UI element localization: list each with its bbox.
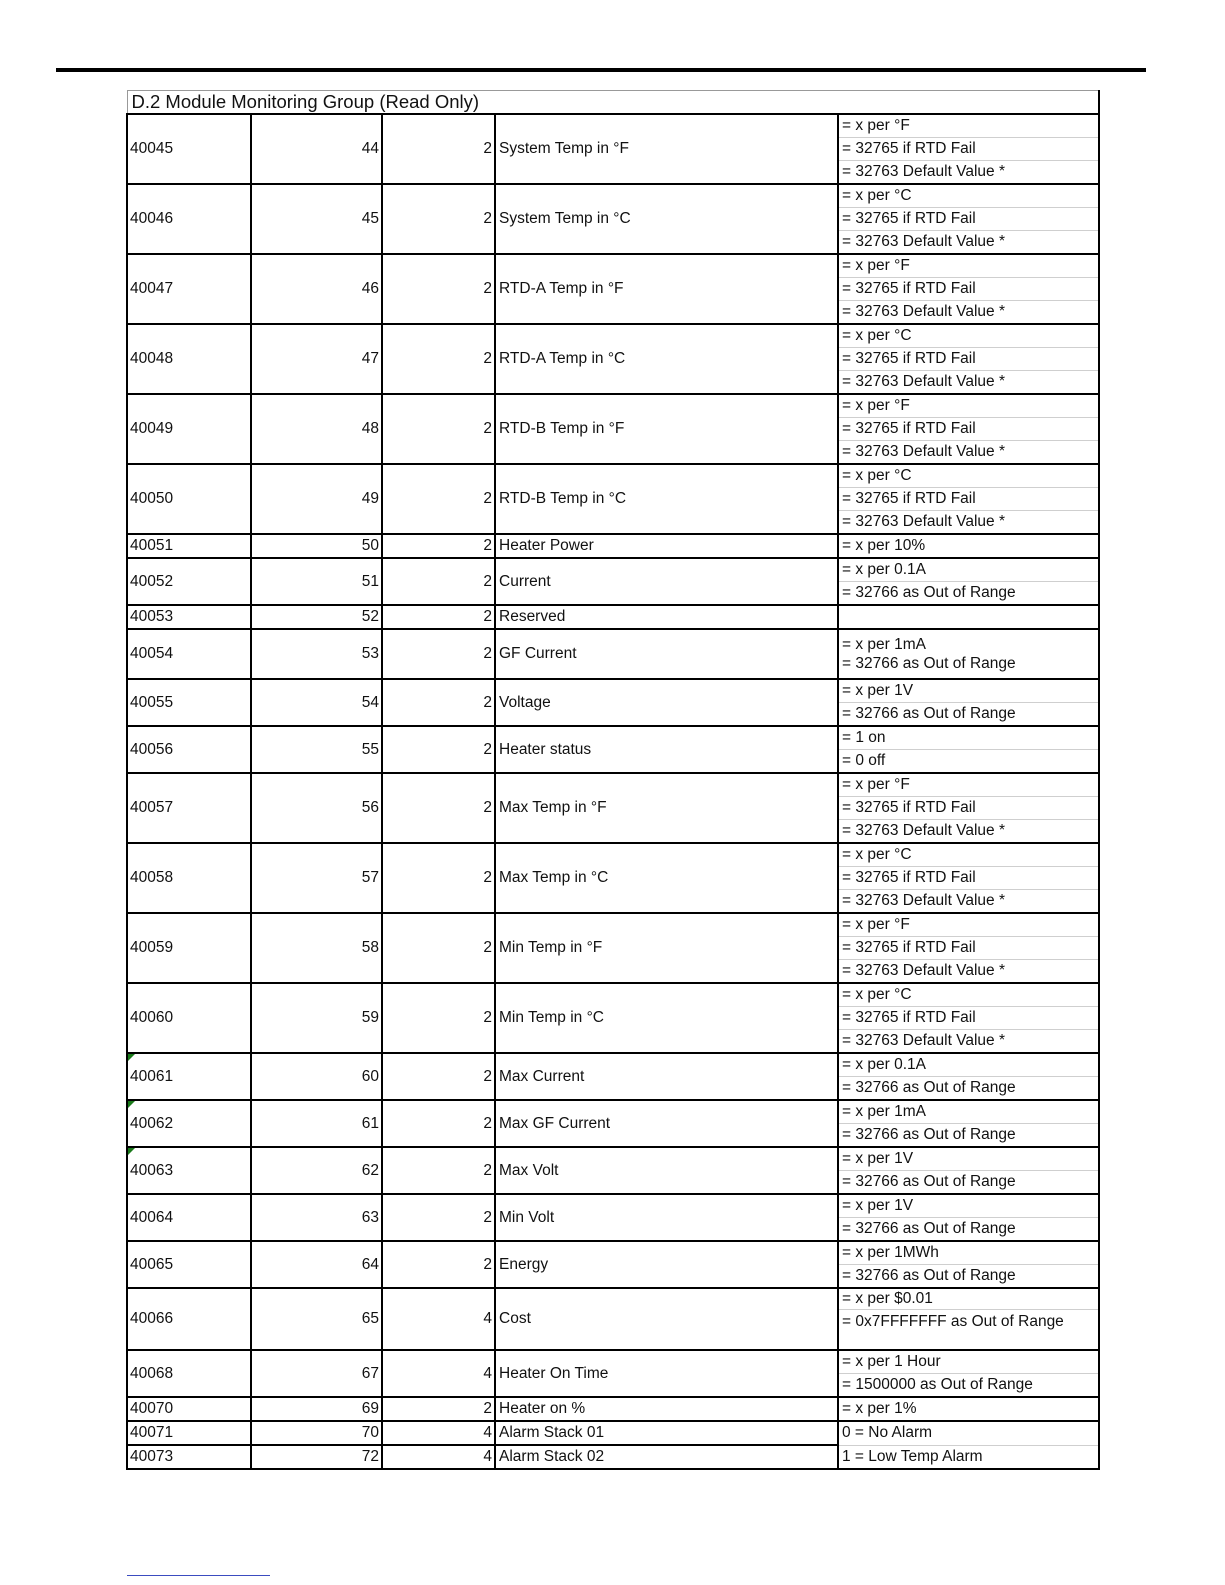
description-line: = 32765 if RTD Fail	[839, 937, 1098, 960]
register-name: Min Volt	[495, 1194, 838, 1241]
register-name: Reserved	[495, 605, 838, 629]
description-line: = 32766 as Out of Range	[842, 1220, 1016, 1237]
register-description	[838, 983, 1099, 1053]
register-description	[838, 679, 1099, 726]
description-line: = x per 0.1A	[839, 1054, 1098, 1077]
register-index: 56	[251, 773, 382, 843]
register-index: 72	[251, 1445, 382, 1469]
register-index: 61	[251, 1100, 382, 1147]
description-lines	[839, 1101, 1098, 1146]
table-row	[127, 254, 1099, 324]
register-description	[838, 324, 1099, 394]
description-line: = 1500000 as Out of Range	[842, 1376, 1033, 1393]
register-index: 51	[251, 558, 382, 605]
register-size: 2	[382, 913, 495, 983]
register-description	[838, 394, 1099, 464]
description-lines	[839, 914, 1098, 982]
table-row	[127, 629, 1099, 679]
register-description	[838, 1421, 1099, 1469]
table-row	[127, 983, 1099, 1053]
description-line: = x per °C	[839, 185, 1098, 208]
table-row	[127, 605, 1099, 629]
description-line: = 32765 if RTD Fail	[839, 138, 1098, 161]
register-address: 40046	[127, 184, 251, 254]
register-name: Max Temp in °C	[495, 843, 838, 913]
register-size: 2	[382, 324, 495, 394]
register-index: 64	[251, 1241, 382, 1288]
register-size: 2	[382, 679, 495, 726]
description-line: = 32763 Default Value *	[842, 233, 1006, 250]
register-index: 49	[251, 464, 382, 534]
description-line: = 32763 Default Value *	[842, 1032, 1006, 1049]
register-size: 4	[382, 1421, 495, 1445]
description-line: = x per 1V	[839, 680, 1098, 703]
description-line: = 32763 Default Value *	[842, 962, 1006, 979]
description-line: = x per 1mA = 32766 as Out of Range	[842, 636, 1016, 672]
register-description	[838, 726, 1099, 773]
register-address: 40063	[127, 1147, 251, 1194]
description-lines	[839, 465, 1098, 533]
description-line: = x per 1mA	[839, 1101, 1098, 1124]
description-lines	[839, 844, 1098, 912]
register-size: 2	[382, 629, 495, 679]
register-index: 70	[251, 1421, 382, 1445]
description-lines	[839, 185, 1098, 253]
register-size: 2	[382, 254, 495, 324]
description-lines	[839, 1054, 1098, 1099]
description-lines	[839, 606, 1098, 628]
table-row	[127, 1147, 1099, 1194]
description-lines	[839, 559, 1098, 604]
description-lines	[839, 727, 1098, 772]
register-description	[838, 1100, 1099, 1147]
description-line: = 32763 Default Value *	[842, 163, 1006, 180]
description-line: = x per °F	[839, 115, 1098, 138]
description-line: = 32763 Default Value *	[842, 303, 1006, 320]
table-row	[127, 394, 1099, 464]
register-index: 54	[251, 679, 382, 726]
description-line: = 32763 Default Value *	[842, 822, 1006, 839]
description-lines	[839, 1242, 1098, 1287]
table-row	[127, 464, 1099, 534]
register-description	[838, 913, 1099, 983]
register-address: 40047	[127, 254, 251, 324]
description-lines	[839, 1195, 1098, 1240]
description-lines	[839, 535, 1098, 557]
register-address: 40049	[127, 394, 251, 464]
register-name: Heater Power	[495, 534, 838, 558]
table-row	[127, 1194, 1099, 1241]
register-name: Alarm Stack 02	[495, 1445, 838, 1469]
description-line: = 32765 if RTD Fail	[839, 797, 1098, 820]
register-address: 40073	[127, 1445, 251, 1469]
description-lines	[839, 630, 1098, 678]
table-row	[127, 1397, 1099, 1421]
register-index: 59	[251, 983, 382, 1053]
register-name: System Temp in °F	[495, 114, 838, 184]
register-name: RTD-B Temp in °C	[495, 464, 838, 534]
description-line: = 32766 as Out of Range	[842, 1079, 1016, 1096]
register-name: RTD-A Temp in °F	[495, 254, 838, 324]
table-row	[127, 773, 1099, 843]
register-size: 2	[382, 1194, 495, 1241]
description-line: = x per 1 Hour	[839, 1351, 1098, 1374]
register-size: 2	[382, 773, 495, 843]
register-name: Cost	[495, 1288, 838, 1350]
description-line: 1 = Low Temp Alarm	[842, 1447, 983, 1465]
description-lines	[839, 115, 1098, 183]
register-size: 2	[382, 983, 495, 1053]
table-row	[127, 324, 1099, 394]
register-index: 63	[251, 1194, 382, 1241]
register-name: Heater on %	[495, 1397, 838, 1421]
description-line: = x per °C	[839, 325, 1098, 348]
description-line: = 32766 as Out of Range	[842, 1173, 1016, 1190]
table-row	[127, 726, 1099, 773]
register-description	[838, 534, 1099, 558]
description-line: = 0x7FFFFFFF as Out of Range	[842, 1313, 1064, 1330]
register-description	[838, 558, 1099, 605]
register-address: 40055	[127, 679, 251, 726]
table-row	[127, 1100, 1099, 1147]
description-line: = x per °C	[839, 984, 1098, 1007]
description-line: = 0 off	[842, 752, 886, 769]
register-address: 40057	[127, 773, 251, 843]
register-address: 40064	[127, 1194, 251, 1241]
table-row	[127, 558, 1099, 605]
register-index: 48	[251, 394, 382, 464]
footer-link-underline	[127, 1575, 270, 1576]
register-size: 2	[382, 726, 495, 773]
register-name: RTD-A Temp in °C	[495, 324, 838, 394]
description-line: = 1 on	[839, 727, 1098, 750]
description-line	[839, 606, 1098, 628]
register-name: Min Temp in °F	[495, 913, 838, 983]
register-address: 40051	[127, 534, 251, 558]
description-line: = 32765 if RTD Fail	[839, 1007, 1098, 1030]
header-rule	[56, 68, 1146, 72]
table-row	[127, 1288, 1099, 1350]
register-size: 2	[382, 114, 495, 184]
register-address: 40052	[127, 558, 251, 605]
register-address: 40045	[127, 114, 251, 184]
register-index: 47	[251, 324, 382, 394]
register-size: 2	[382, 1100, 495, 1147]
register-name: Max GF Current	[495, 1100, 838, 1147]
description-line: = 32766 as Out of Range	[842, 1126, 1016, 1143]
register-description	[838, 1194, 1099, 1241]
register-address: 40066	[127, 1288, 251, 1350]
register-address: 40062	[127, 1100, 251, 1147]
description-lines	[839, 325, 1098, 393]
description-line: = x per °F	[839, 774, 1098, 797]
description-line: = 32765 if RTD Fail	[839, 867, 1098, 890]
register-name: Min Temp in °C	[495, 983, 838, 1053]
register-size: 2	[382, 843, 495, 913]
description-lines	[839, 255, 1098, 323]
register-size: 2	[382, 184, 495, 254]
register-size: 2	[382, 394, 495, 464]
register-description	[838, 843, 1099, 913]
register-description	[838, 1288, 1099, 1350]
register-size: 2	[382, 1147, 495, 1194]
register-name: Heater On Time	[495, 1350, 838, 1397]
register-index: 65	[251, 1288, 382, 1350]
register-size: 2	[382, 534, 495, 558]
table-row	[127, 913, 1099, 983]
register-index: 62	[251, 1147, 382, 1194]
description-line: = 32766 as Out of Range	[842, 584, 1016, 601]
register-description	[838, 773, 1099, 843]
description-line: = 32763 Default Value *	[842, 513, 1006, 530]
description-line: = x per 1MWh	[839, 1242, 1098, 1265]
description-line: = 32765 if RTD Fail	[839, 278, 1098, 301]
register-description	[838, 114, 1099, 184]
register-index: 46	[251, 254, 382, 324]
register-address: 40061	[127, 1053, 251, 1100]
register-index: 50	[251, 534, 382, 558]
table-row	[127, 1241, 1099, 1288]
description-lines	[839, 395, 1098, 463]
register-address: 40060	[127, 983, 251, 1053]
register-size: 2	[382, 1397, 495, 1421]
register-description	[838, 1053, 1099, 1100]
register-size: 2	[382, 1241, 495, 1288]
register-name: Energy	[495, 1241, 838, 1288]
register-description	[838, 184, 1099, 254]
register-name: RTD-B Temp in °F	[495, 394, 838, 464]
register-name: Alarm Stack 01	[495, 1421, 838, 1445]
description-line: = 32766 as Out of Range	[842, 705, 1016, 722]
register-index: 53	[251, 629, 382, 679]
description-lines	[839, 1422, 1098, 1468]
register-address: 40050	[127, 464, 251, 534]
register-address: 40054	[127, 629, 251, 679]
register-address: 40056	[127, 726, 251, 773]
description-lines	[839, 984, 1098, 1052]
register-name: Max Temp in °F	[495, 773, 838, 843]
table-row	[127, 679, 1099, 726]
register-address: 40048	[127, 324, 251, 394]
register-description	[838, 1241, 1099, 1288]
register-size: 2	[382, 464, 495, 534]
description-lines	[839, 1289, 1098, 1349]
description-line: = x per 1V	[839, 1148, 1098, 1171]
register-size: 4	[382, 1350, 495, 1397]
register-size: 2	[382, 1053, 495, 1100]
table-row	[127, 843, 1099, 913]
register-description	[838, 629, 1099, 679]
table-row	[127, 1350, 1099, 1397]
table-row	[127, 534, 1099, 558]
register-index: 58	[251, 913, 382, 983]
register-description	[838, 254, 1099, 324]
register-address: 40059	[127, 913, 251, 983]
register-address: 40053	[127, 605, 251, 629]
register-address: 40065	[127, 1241, 251, 1288]
table-row	[127, 114, 1099, 184]
register-name: System Temp in °C	[495, 184, 838, 254]
description-line: = 32763 Default Value *	[842, 443, 1006, 460]
description-line: = 32763 Default Value *	[842, 373, 1006, 390]
register-size: 4	[382, 1445, 495, 1469]
description-lines	[839, 1148, 1098, 1193]
register-name: Max Volt	[495, 1147, 838, 1194]
description-line: = x per °C	[839, 844, 1098, 867]
description-line: = x per 0.1A	[839, 559, 1098, 582]
register-index: 45	[251, 184, 382, 254]
description-line: = x per 1%	[842, 1400, 917, 1417]
description-line: = x per °F	[839, 255, 1098, 278]
description-line: = x per °F	[839, 914, 1098, 937]
register-description	[838, 605, 1099, 629]
register-description	[838, 1397, 1099, 1421]
register-index: 52	[251, 605, 382, 629]
description-lines	[839, 1398, 1098, 1420]
table-title: D.2 Module Monitoring Group (Read Only)	[127, 91, 1099, 115]
register-address: 40071	[127, 1421, 251, 1445]
description-line: = 32765 if RTD Fail	[839, 208, 1098, 231]
register-index: 57	[251, 843, 382, 913]
register-index: 69	[251, 1397, 382, 1421]
description-line: = x per 1V	[839, 1195, 1098, 1218]
description-line: = x per °F	[839, 395, 1098, 418]
register-name: GF Current	[495, 629, 838, 679]
register-description	[838, 464, 1099, 534]
description-lines	[839, 680, 1098, 725]
register-address: 40070	[127, 1397, 251, 1421]
register-index: 60	[251, 1053, 382, 1100]
register-name: Voltage	[495, 679, 838, 726]
description-line: = 32765 if RTD Fail	[839, 488, 1098, 511]
register-address: 40058	[127, 843, 251, 913]
description-line: = x per 10%	[842, 537, 926, 554]
description-lines	[839, 774, 1098, 842]
description-lines	[839, 1351, 1098, 1396]
register-name: Heater status	[495, 726, 838, 773]
description-line: 0 = No Alarm	[839, 1422, 1098, 1446]
register-name: Max Current	[495, 1053, 838, 1100]
table-title-row	[127, 91, 1099, 115]
register-index: 44	[251, 114, 382, 184]
register-size: 4	[382, 1288, 495, 1350]
table-row	[127, 1053, 1099, 1100]
register-index: 67	[251, 1350, 382, 1397]
register-address: 40068	[127, 1350, 251, 1397]
monitoring-register-table	[126, 90, 1100, 1470]
table-row	[127, 1421, 1099, 1445]
register-size: 2	[382, 605, 495, 629]
description-line: = x per °C	[839, 465, 1098, 488]
table-row	[127, 184, 1099, 254]
register-size: 2	[382, 558, 495, 605]
register-description	[838, 1147, 1099, 1194]
description-line: = 32765 if RTD Fail	[839, 418, 1098, 441]
description-line: = 32765 if RTD Fail	[839, 348, 1098, 371]
description-line: = 32763 Default Value *	[842, 892, 1006, 909]
register-description	[838, 1350, 1099, 1397]
register-index: 55	[251, 726, 382, 773]
register-name: Current	[495, 558, 838, 605]
description-line: = x per $0.01	[839, 1289, 1098, 1310]
description-line: = 32766 as Out of Range	[842, 1267, 1016, 1284]
